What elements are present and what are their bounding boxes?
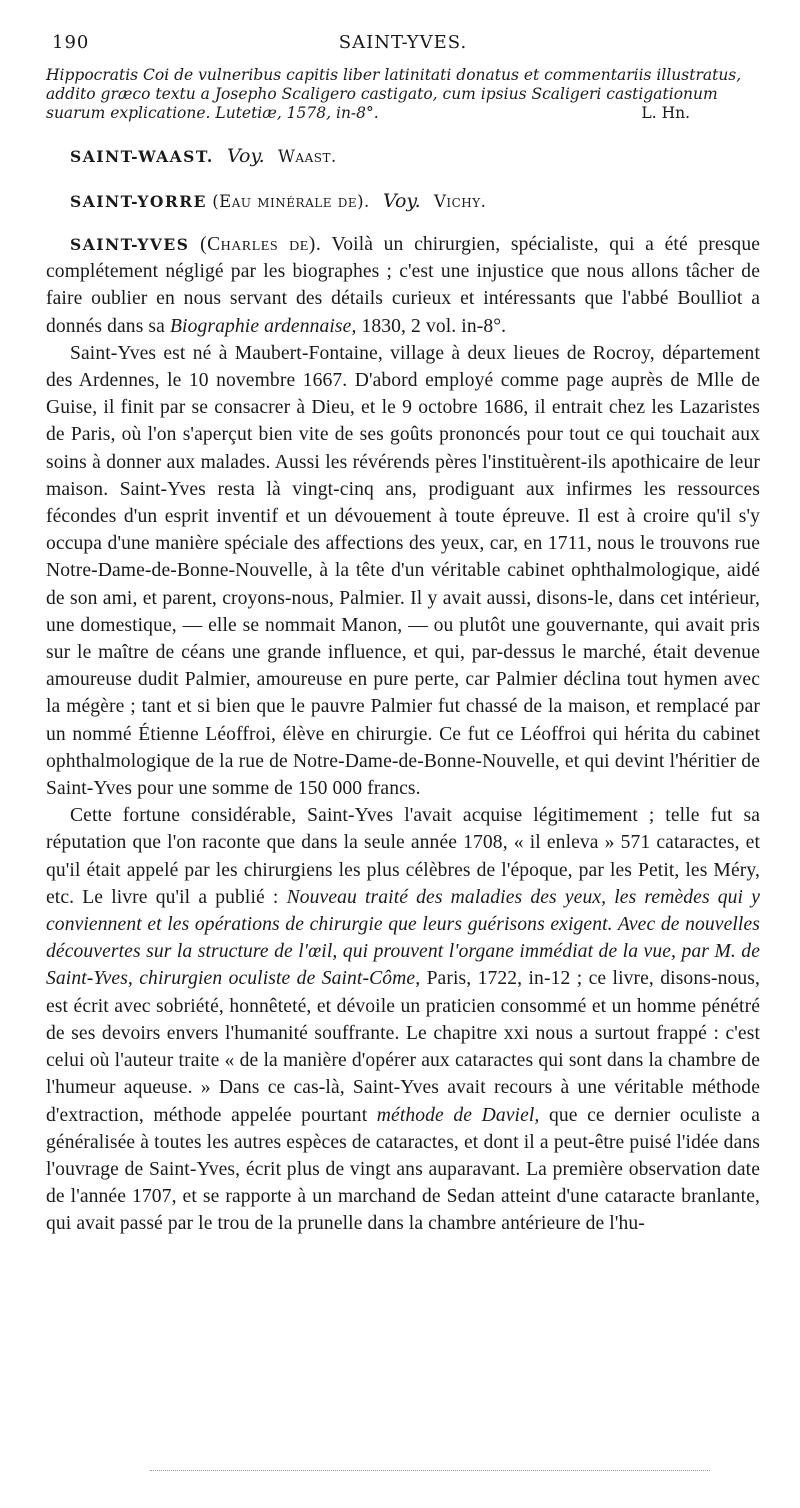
paragraph-fortune: [46, 802, 760, 1237]
entry-saint-waast: [70, 145, 760, 168]
paragraph-text: Paris, 1722, in-12 ; ce livre, disons-nous, est écrit avec sobriété, honnêteté, et dévoile un praticien consommé et un homme pénétré de ses devoirs envers l'humanité souffrante. Le chapitre xxi nous a surtout frappé : c'est celui où l'auteur traite « de la manière d'opérer aux cataractes qui sont dans la chambre de l'humeur aqueuse. » Dans ce cas-là, Saint-Yves avait recours à une véritable méthode d'extraction, méthode appelée pourtant: [46, 968, 760, 1126]
reference-line-3-text: suarum explicatione. Lutetiæ, 1578, in-8°.: [46, 104, 379, 122]
see-reference-label: Voy.: [383, 190, 421, 212]
headword-qualifier: (Eau minérale de).: [212, 192, 370, 211]
paragraph-text: Voilà un chirurgien, spécialiste, qui a été presque complétement négligé par les biographes ; c'est une injustice que nous allons tâcher de faire oublier en nous servant des détails curieux et intéressants que l'abbé Boulliot a donnés dans sa: [46, 234, 761, 337]
entry-saint-yves-intro: [46, 231, 760, 340]
reference-line-1: Hippocratis Coi de vulneribus capitis liber latinitati donatus et commentariis illustratus,: [46, 66, 742, 84]
see-reference-label: Voy.: [227, 145, 265, 167]
see-reference-target: Vichy.: [433, 192, 487, 211]
paragraph-biography: Saint-Yves est né à Maubert-Fontaine, village à deux lieues de Rocroy, département des Ardennes, le 10 novembre 1667. D'abord employé comme page auprès de Mlle de Guise, il finit par se consacrer à Dieu, et le 9 octobre 1686, il entrait chez les Lazaristes de Paris, où l'on s'aperçut bien vite de ses goûts prononcés pour tout ce qui touchait aux soins à donner aux malades. Aussi les révérends pères l'instituèrent-ils apothicaire de leur maison. Saint-Yves resta là vingt-cinq ans, prodiguant aux infirmes les ressources fécondes d'un esprit inventif et un dévouement à toute épreuve. Il est à croire qu'il s'y occupa d'une manière spéciale des affections des yeux, car, en 1711, nous le trouvons rue Notre-Dame-de-Bonne-Nouvelle, à la tête d'un véritable cabinet ophthalmologique, aidé de son ami, et parent, croyons-nous, Palmier. Il y avait aussi, disons-le, dans cet intérieur, une domestique, — elle se nommait Manon, — ou plutôt une gouvernante, qui avait pris sur le maître de céans une grande influence, et qui, par-dessus le marché, était devenue amoureuse dudit Palmier, amoureuse en pure perte, car Palmier déclina tout hymen avec la mégère ; tant et si bien que le pauvre Palmier fut chassé de la maison, et remplacé par un nommé Étienne Léoffroi, élève en chirurgie. Ce fut ce Léoffroi qui hérita du cabinet ophthalmologique de la rue de Notre-Dame-de-Bonne-Nouvelle, et qui devint l'héritier de Saint-Yves pour une somme de 150 000 francs.: [46, 342, 760, 800]
see-reference-target: Waast.: [277, 147, 337, 166]
method-name: méthode de Daviel,: [376, 1104, 540, 1126]
author-signature: L. Hn.: [641, 104, 690, 122]
headword-saint-yorre: SAINT-YORRE: [70, 192, 207, 211]
footer-rule: [150, 1470, 710, 1471]
paragraph-text: Cette fortune considérable, Saint-Yves l'avait acquise légitimement ; telle fut sa réputation que l'on raconte que dans la seule année 1708, « il enleva » 571 cataractes, et qu'il était appelé par les chirurgiens les plus célèbres de l'époque, par les Petit, les Méry, etc. Le livre qu'il a publié :: [46, 805, 760, 908]
bibliographic-reference: [46, 66, 760, 123]
headword-saint-yves: SAINT-YVES: [70, 235, 190, 254]
entry-saint-yorre: [70, 190, 760, 213]
page-number: 190: [52, 32, 90, 53]
running-header: [46, 30, 760, 60]
paragraph-text: que ce dernier oculiste a généralisée à toutes les autres espèces de cataractes, et dont il a peut-être puisé l'idée dans l'ouvrage de Saint-Yves, écrit plus de vingt ans auparavant. La première observation date de l'année 1707, et se rapporte à un marchand de Sedan atteint d'une cataracte branlante, qui avait passé par le trou de la prunelle dans la chambre antérieure de l'hu-: [46, 1104, 760, 1235]
reference-line-2: addito græco textu a Josepho Scaligero castigato, cum ipsius Scaligeri castigationum: [46, 85, 718, 103]
headword-saint-waast: SAINT-WAAST.: [70, 147, 214, 166]
reference-line-3: [46, 104, 760, 123]
cited-work-title: Nouveau traité des maladies des yeux, les remèdes qui y conviennent et les opérations de chirurgie que leurs guérisons exigent. Avec de nouvelles découvertes sur la structure de l'œil, qui prouvent l'organe immédiat de la vue, par M. de Saint-Yves, chirurgien oculiste de Saint-Côme,: [46, 886, 761, 990]
paragraph-text: 1830, 2 vol. in-8°.: [361, 315, 507, 337]
headword-qualifier: (Charles de).: [200, 234, 322, 255]
cited-work-title: Biographie ardennaise,: [169, 315, 357, 337]
running-title: SAINT-YVES.: [338, 32, 468, 53]
